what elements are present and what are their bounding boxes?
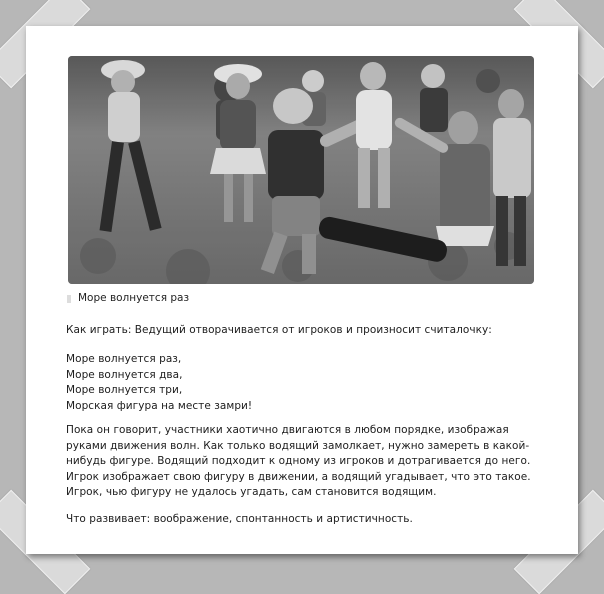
- description-paragraph: Пока он говорит, участники хаотично двигаются в любом порядке, изображая руками движения волн. Как только водящий замолкает, нужно замереть в какой-нибудь фигуре. Водящий подходит к одному из игроков и дотрагивается до него. Игрок изображает свою фигуру в движении, а водящий угадывает, что это такое. Игрок, чью фигуру не удалось угадать, сам становится водящим.: [66, 424, 531, 498]
- verse-line: Море волнуется три,: [66, 384, 183, 396]
- children-playing-photo: [68, 56, 534, 284]
- verse-block: [66, 352, 546, 414]
- verse-line: Морская фигура на месте замри!: [66, 399, 253, 412]
- how-to-play-text: Как играть: Ведущий отворачивается от игроков и произносит считалочку:: [66, 324, 492, 336]
- verse-line: Море волнуется два,: [66, 368, 183, 381]
- article-card: [26, 26, 578, 554]
- photo-caption: Море волнуется раз: [78, 292, 190, 304]
- verse-line: Море волнуется раз,: [66, 353, 182, 365]
- develops-text: Что развивает: воображение, спонтанность и артистичность.: [66, 513, 413, 525]
